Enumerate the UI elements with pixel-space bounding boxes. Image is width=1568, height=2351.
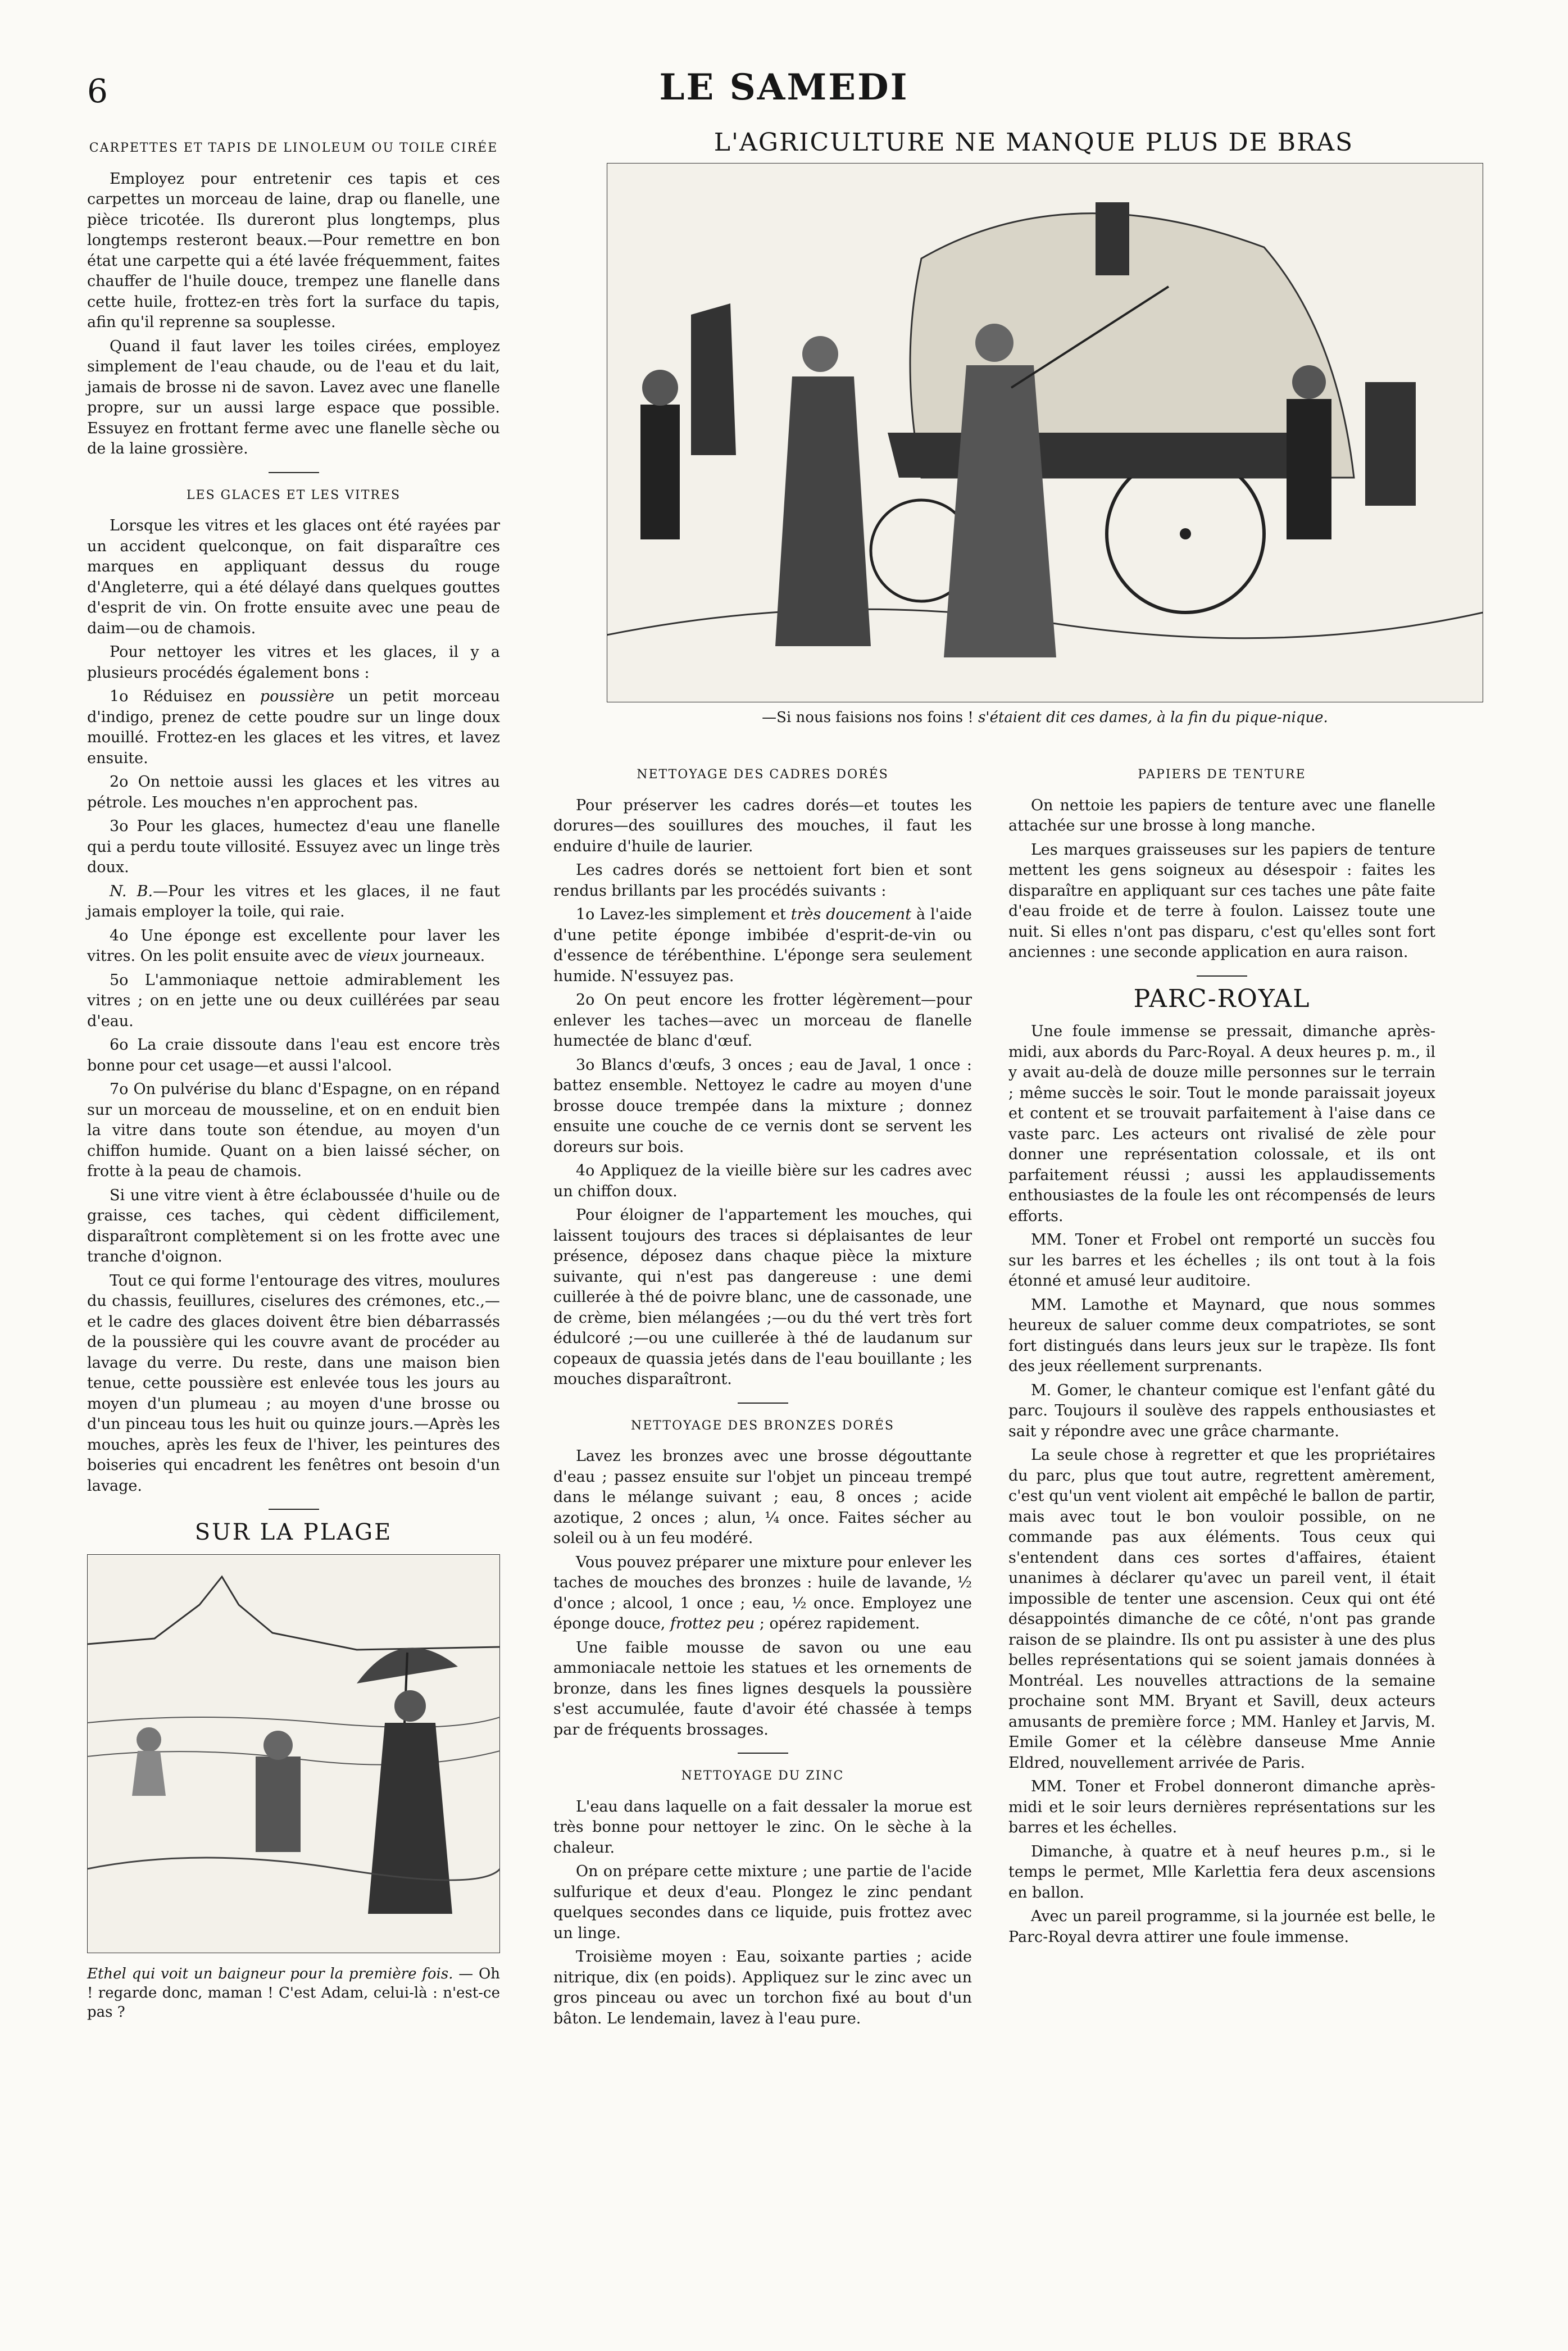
paragraph: Pour éloigner de l'appartement les mouches, qui laissent toujours des traces si déplaisantes de leur présence, déposez dans chaque pièce la mixture suivante, qui n'est pas dangereuse : une demi cuillerée à thé de poivre blanc, une de cassonade, une de crème, bien mélangées ;—ou du thé vert très fort édulcoré ;—ou une cuillerée à thé de laudanum sur copeaux de quassia jetés dans de l'eau bouillante ; les mouches disparaîtront. [553, 1206, 972, 1388]
column-right [1008, 761, 1435, 1951]
list-item: 4o Appliquez de la vieille bière sur les cadres avec un chiffon doux. [553, 1162, 972, 1200]
column-left [87, 135, 500, 2022]
list-item: 4o Une éponge est excellente pour laver les vitres. On les polit ensuite avec de vieux journeaux. [87, 927, 500, 965]
paragraph: Quand il faut laver les toiles cirées, employez simplement de l'eau chaude, ou de l'eau et du lait, jamais de brosse ni de savon. Lavez avec une flanelle propre, sur un aussi large espace que possible. Essuyez en frottant ferme avec une flanelle sèche ou de la laine grossière. [87, 337, 500, 457]
hay-cartoon-illustration [607, 163, 1483, 702]
paragraph: La seule chose à regretter et que les propriétaires du parc, plus que tout autre, regrettent amèrement, c'est qu'un vent violent ait empêché le ballon de partir, mais avec tout le bon vouloir possible, on ne commande pas aux éléments. Tous ceux qui s'entendent dans ces sortes d'affaires, étaient unanimes à déclarer qu'avec un pareil vent, il était impossible de tenter une ascension. Ceux qui ont été désappointés dimanche de ce côté, n'ont pas grande raison de se plaindre. Ils ont pu assister à une des plus belles représentations qui se soient jamais données à Montréal. Les nouvelles attractions de la semaine prochaine sont MM. Bryant et Savill, deux acteurs amusants de première force ; MM. Hanley et Jarvis, M. Emile Gomer et la célèbre danseuse Mme Annie Eldred, nouvellement arrivée de Paris. [1008, 1446, 1435, 1772]
cartoon-title: L'AGRICULTURE NE MANQUE PLUS DE BRAS [713, 128, 1354, 157]
paragraph: Employez pour entretenir ces tapis et ces carpettes un morceau de laine, drap ou flanelle, une pièce tricotée. Ils dureront plus longtemps, plus longtemps resteront beaux.—Pour remettre en bon état une carpette qui a été lavée fréquemment, faites chauffer de l'huile douce, trempez une flanelle dans cette huile, frottez-en très fort la surface du tapis, afin qu'il reprenne sa souplesse. [87, 170, 500, 331]
section-heading-bronzes: NETTOYAGE DES BRONZES DORÉS [631, 1418, 894, 1433]
list-item: 6o La craie dissoute dans l'eau est encore très bonne pour cet usage—et aussi l'alcool. [87, 1036, 500, 1074]
paragraph: Troisième moyen : Eau, soixante parties ; acide nitrique, dix (en poids). Appliquez sur le zinc avec un gros pinceau ou avec un torchon fixé au bout d'un bâton. Le lendemain, lavez à l'eau pure. [553, 1948, 972, 2027]
paragraph: MM. Toner et Frobel donneront dimanche après-midi et le soir leurs dernières représentations sur les barres et les échelles. [1008, 1778, 1435, 1836]
paragraph: Avec un pareil programme, si la journée est belle, le Parc-Royal devra attirer une foule immense. [1008, 1908, 1435, 1946]
masthead-title: LE SAMEDI [659, 66, 909, 108]
paragraph: L'eau dans laquelle on a fait dessaler la morue est très bonne pour nettoyer le zinc. On le sèche à la chaleur. [553, 1798, 972, 1857]
column-middle [553, 761, 972, 2032]
paragraph: On on prépare cette mixture ; une partie de l'acide sulfurique et deux d'eau. Plongez le zinc pendant quelques secondes dans ce liquide, puis frottez avec un linge. [553, 1863, 972, 1942]
section-divider [269, 472, 319, 473]
paragraph: Vous pouvez préparer une mixture pour enlever les taches de mouches des bronzes : huile de lavande, ½ d'once ; alcool, 1 once ; eau, ½ once. Employez une éponge douce, frottez peu ; opérez rapidement. [553, 1553, 972, 1632]
list-item: 1o Réduisez en poussière un petit morceau d'indigo, prenez de cette poudre sur un linge doux mouillé. Frottez-en les glaces et les vitres, et lavez ensuite. [87, 688, 500, 767]
paragraph: Les marques graisseuses sur les papiers de tenture mettent les gens soigneux au désespoir : faites les disparaître en appliquant sur ces taches une pâte faite d'eau froide et de terre à foulon. Laissez toute une nuit. Si elles n'ont pas disparu, c'est qu'elles sont fort anciennes : une seconde application en aura raison. [1008, 841, 1435, 961]
list-item: 7o On pulvérise du blanc d'Espagne, on en répand sur un morceau de mousseline, et on en enduit bien la vitre dans toute son étendue, au moyen d'un chiffon humide. Quant on a bien laissé sécher, on frotte à la peau de chamois. [87, 1081, 500, 1180]
page-number: 6 [87, 72, 108, 110]
beach-illustration [87, 1554, 500, 1953]
paragraph: Une faible mousse de savon ou une eau ammoniacale nettoie les statues et les ornements de bronze, dans les fines lignes desquels la poussière s'est accumulée, faute d'avoir été chassée à temps par de fréquents brossages. [553, 1639, 972, 1739]
section-divider [1197, 975, 1247, 977]
paragraph: Dimanche, à quatre et à neuf heures p.m., si le temps le permet, Mlle Karlettia fera deux ascensions en ballon. [1008, 1842, 1435, 1901]
section-heading-cadres: NETTOYAGE DES CADRES DORÉS [637, 768, 889, 782]
paragraph: On nettoie les papiers de tenture avec une flanelle attachée sur une brosse à long manche. [1008, 796, 1435, 834]
paragraph: MM. Lamothe et Maynard, que nous sommes heureux de saluer comme deux compatriotes, se sont fort distingués dans leurs jeux sur le trapèze. Ils font des jeux réellement surprenants. [1008, 1296, 1435, 1375]
list-item: 2o On nettoie aussi les glaces et les vitres au pétrole. Les mouches n'en approchent pas. [87, 773, 500, 811]
section-heading-papiers: PAPIERS DE TENTURE [1138, 768, 1306, 782]
section-heading-carpettes: CARPETTES ET TAPIS DE LINOLEUM OU TOILE CIRÉE [89, 141, 498, 155]
paragraph: Pour nettoyer les vitres et les glaces, il y a plusieurs procédés également bons : [87, 643, 500, 682]
paragraph: M. Gomer, le chanteur comique est l'enfant gâté du parc. Toujours il soulève des rappels enthousiastes et sait y répondre avec une grâce charmante. [1008, 1381, 1435, 1440]
list-item: 2o On peut encore les frotter légèrement—pour enlever les taches—avec un morceau de flanelle humectée de blanc d'œuf. [553, 991, 972, 1050]
paragraph: MM. Toner et Frobel ont remporté un succès fou sur les barres et les échelles ; ils ont tout à la fois étonné et amusé leur auditoire. [1008, 1231, 1435, 1290]
plage-title: SUR LA PLAGE [194, 1519, 393, 1545]
section-divider [269, 1509, 319, 1510]
paragraph: Lavez les bronzes avec une brosse dégouttante d'eau ; passez ensuite sur l'objet un pinceau trempé dans le mélange suivant ; eau, 8 onces ; acide azotique, 2 onces ; alun, ¼ once. Faites sécher au soleil ou à un feu modéré. [553, 1447, 972, 1547]
paragraph: Les cadres dorés se nettoient fort bien et sont rendus brillants par les procédés suivants : [553, 861, 972, 900]
paragraph: Une foule immense se pressait, dimanche après-midi, aux abords du Parc-Royal. A deux heures p. m., il y avait au-delà de douze mille personnes sur le terrain ; même succès le soir. Tout le monde paraissait joyeux et content et se trouvait parfaitement à l'aise dans ce vaste parc. Les acteurs ont rivalisé de zèle pour donner une représentation colossale, et ils ont parfaitement réussi ; aussi les applaudissements enthousiastes de la foule les ont récompensés de leurs efforts. [1008, 1023, 1435, 1225]
plage-caption: Ethel qui voit un baigneur pour la première fois. — Oh ! regarde donc, maman ! C'est Adam, celui-là : n'est-ce pas ? [87, 1966, 501, 2021]
list-item: 3o Pour les glaces, humectez d'eau une flanelle qui a perdu toute villosité. Essuyez avec un linge très doux. [87, 818, 500, 876]
list-item: 5o L'ammoniaque nettoie admirablement les vitres ; on en jette une ou deux cuillérées par seau d'eau. [87, 971, 500, 1030]
section-divider [738, 1753, 788, 1754]
section-divider [738, 1403, 788, 1404]
section-heading-zinc: NETTOYAGE DU ZINC [681, 1769, 844, 1783]
paragraph: Tout ce qui forme l'entourage des vitres, moulures du chassis, feuillures, ciselures des crémones, etc.,—et le cadre des glaces doivent être bien débarrassés de la poussière qui les couvre avant de procéder au lavage du verre. Du reste, dans une maison bien tenue, cette poussière est enlevée tous les jours au moyen d'un plumeau ; au moyen d'une brosse ou d'un pinceau tous les huit ou quinze jours.—Après les mouches, après les feux de l'hiver, les peintures des boiseries qui encadrent les fenêtres ont besoin d'un lavage. [87, 1272, 500, 1495]
paragraph: Pour préserver les cadres dorés—et toutes les dorures—des souillures des mouches, il faut les enduire d'huile de laurier. [553, 796, 972, 855]
note: N. B.—Pour les vitres et les glaces, il ne faut jamais employer la toile, qui raie. [87, 882, 500, 920]
section-heading-parc-royal: PARC-ROYAL [1133, 984, 1311, 1013]
section-heading-glaces: LES GLACES ET LES VITRES [186, 488, 401, 502]
list-item: 3o Blancs d'œufs, 3 onces ; eau de Javal, 1 once : battez ensemble. Nettoyez le cadre au moyen d'une brosse douce trempée dans la mixture ; donnez ensuite une couche de ce vernis dont se servent les doreurs sur bois. [553, 1056, 972, 1156]
list-item: 1o Lavez-les simplement et très doucement à l'aide d'une petite éponge imbibée d'esprit-de-vin ou d'essence de térébenthine. L'éponge sera seulement humide. N'essuyez pas. [553, 906, 972, 985]
cartoon-caption: —Si nous faisions nos foins ! s'étaient dit ces dames, à la fin du pique-nique. [762, 709, 1328, 726]
paragraph: Si une vitre vient à être éclaboussée d'huile ou de graisse, ces taches, qui cèdent difficilement, disparaîtront complètement si on les frotte avec une tranche d'oignon. [87, 1186, 500, 1265]
paragraph: Lorsque les vitres et les glaces ont été rayées par un accident quelconque, on fait disparaître ces marques en appliquant dessus du rouge d'Angleterre, qui a été délayé dans quelques gouttes d'esprit de vin. On frotte ensuite avec une peau de daim—ou de chamois. [87, 517, 500, 637]
